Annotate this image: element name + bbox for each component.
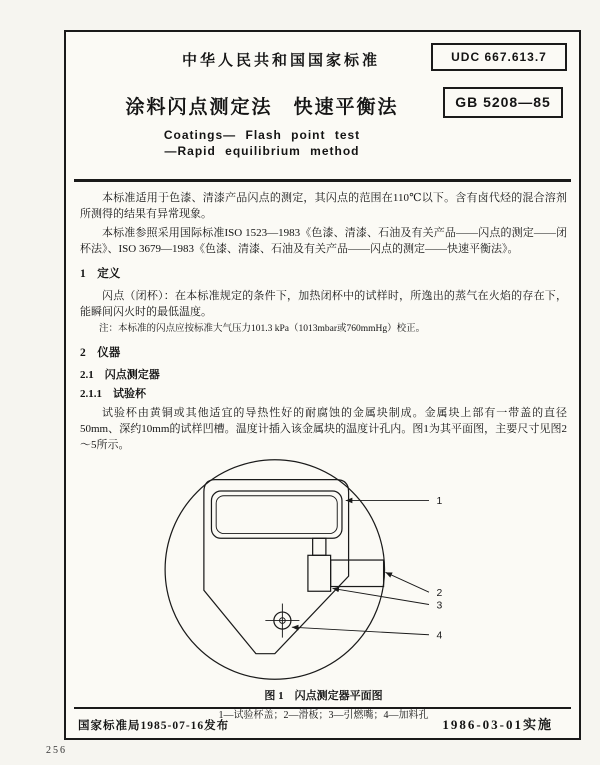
ignition-nozzle	[307, 555, 330, 591]
figure-label-4: 4	[436, 630, 442, 642]
leader-line-2	[385, 572, 429, 592]
document-body	[80, 190, 567, 724]
section-2-1-1-heading: 2.1.1 试验杯	[80, 388, 146, 400]
cup-lid	[211, 491, 342, 538]
section-1-heading: 1 定义	[80, 268, 121, 280]
section-2-paragraph: 试验杯由黄铜或其他适宜的导热性好的耐腐蚀的金属块制成。金属块上部有一带盖的直径50mm、深约10mm的试样凹槽。温度计插入该金属块的温度计孔内。图1为其平面图，主要尺寸见图2～5所示。	[80, 407, 567, 451]
document-footer	[74, 707, 571, 733]
footer-row	[74, 714, 571, 733]
shutter-plate	[312, 538, 325, 555]
section-2-1-heading: 2.1 闪点测定器	[80, 369, 160, 381]
english-title-line1: Coatings— Flash point test	[163, 128, 361, 142]
figure-legend: 1—试验杯盖；2—滑板；3—引燃嘴；4—加料孔	[218, 710, 429, 721]
header-rule	[74, 179, 571, 182]
figure-label-2: 2	[436, 587, 442, 599]
standards-org-line: 中华人民共和国国家标准	[182, 53, 381, 69]
document-frame	[64, 30, 581, 740]
footer-rule	[74, 707, 571, 709]
leader-line-4	[291, 627, 428, 635]
figure-label-1: 1	[436, 496, 442, 508]
tester-body-circle	[165, 460, 384, 679]
section-2-heading: 2 仪器	[80, 347, 121, 359]
figure-drawing	[163, 456, 485, 683]
cup-lid-inner	[216, 496, 337, 534]
figure-caption: 图 1 闪点测定器平面图	[264, 690, 383, 702]
udc-number-box: UDC 667.613.7	[431, 43, 567, 71]
issued-date: 国家标准局1985-07-16发布	[78, 720, 230, 732]
page-number: 256	[46, 745, 67, 756]
leader-line-3	[332, 588, 428, 604]
figure-label-3: 3	[436, 600, 442, 612]
english-title	[66, 127, 458, 159]
english-title-line2: —Rapid equilibrium method	[164, 144, 360, 158]
document-title: 涂料闪点测定法 快速平衡法	[125, 97, 399, 118]
intro-paragraph-1: 本标准适用于色漆、清漆产品闪点的测定，其闪点的范围在110℃以下。含有卤代烃的混合溶剂所测得的结果有异常现象。	[80, 192, 567, 220]
section-1-paragraph: 闪点（闭杯）：在本标准规定的条件下，加热闭杯中的试样时，所逸出的蒸气在火焰的存在下，能瞬间闪火时的最低温度。	[80, 290, 567, 318]
figure-1	[80, 456, 567, 688]
slide-handle	[330, 560, 383, 586]
section-1-note: 注：本标准的闪点应按标准大气压力101.3 kPa（1013mbar或760mmHg）校正。	[99, 324, 426, 334]
standard-number-box: GB 5208—85	[443, 87, 563, 118]
implemented-date: 1986-03-01实施	[442, 717, 553, 732]
device-outline	[203, 480, 348, 654]
intro-paragraph-2: 本标准参照采用国际标准ISO 1523—1983《色漆、清漆、石油及有关产品——闪点的测定——闭杯法》、ISO 3679—1983《色漆、清漆、石油及有关产品——闪点的测定——快速平衡法》。	[80, 227, 567, 255]
document-header	[66, 32, 579, 182]
